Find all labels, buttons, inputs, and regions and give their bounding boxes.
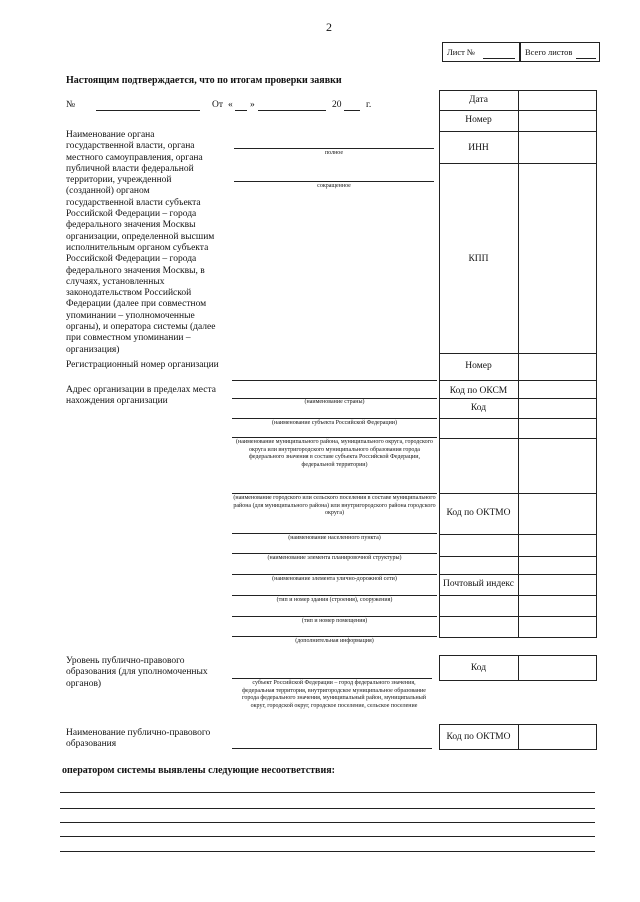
address-extra-caption: (дополнительная информация)	[295, 638, 374, 644]
ppo-line	[232, 748, 432, 749]
sheet-total-label: Всего листов	[525, 47, 573, 57]
level-label: Уровень публично-правового образования (для уполномоченных органов)	[66, 656, 208, 689]
address-premises-caption: (тип и номер помещения)	[301, 618, 368, 624]
sheet-number-box	[442, 42, 520, 62]
discrepancy-line-2	[60, 808, 595, 809]
address-street-caption: (наименование элемента улично-дорожной сети)	[272, 576, 397, 582]
org-label: Наименование органа государственной власти, органа местного самоуправления, органа публичной власти федеральной территории, учрежденной (созданной) органом государственной власти субъекта Российской Федерации – города федерального значения Москвы организации, определенной высшим исполнительным органом субъекта Российской Федерации – города федерального значения Москвы, в случаях, установленных законодательством Российской Федерации (далее при совместном упоминании – уполномоченные органы), и оператора системы (далее при совместном упоминании – организация)	[66, 130, 216, 355]
address-label: Адрес организации в пределах места нахождения организации	[66, 385, 216, 407]
ppo-label: Наименование публично-правового образования	[66, 728, 211, 750]
year-line	[344, 110, 360, 111]
from-label: От	[212, 100, 224, 110]
org-short-caption: сокращенное	[317, 183, 351, 189]
org-full-caption: полное	[324, 150, 344, 156]
quote-open: «	[228, 100, 233, 110]
level-code-cell: Код	[470, 663, 487, 673]
footer-heading: оператором системы выявлены следующие несоответствия:	[62, 765, 335, 776]
level-line	[232, 678, 432, 679]
address-subject-caption: (наименование субъекта Российской Федерации)	[271, 420, 398, 426]
address-settlement-caption: (наименование городского или сельского поселения в составе муниципального района (для муниципального района) или внутригородского района городского округа)	[233, 495, 436, 516]
month-line	[258, 110, 326, 111]
address-country-caption: (наименование страны)	[304, 399, 365, 405]
discrepancy-line-4	[60, 836, 595, 837]
org-full-line	[234, 148, 434, 149]
discrepancy-line-5	[60, 851, 595, 852]
number-sign: №	[66, 100, 76, 110]
address-planning-caption: (наименование элемента планировочной структуры)	[267, 555, 402, 561]
org-short-line	[234, 181, 434, 182]
page-number: 2	[326, 20, 332, 34]
address-building-caption: (тип и номер здания (строения), сооружения)	[276, 597, 393, 603]
sheet-number-label: Лист №	[447, 47, 476, 57]
confirm-heading: Настоящим подтверждается, что по итогам проверки заявки	[66, 75, 342, 86]
application-number-line	[96, 110, 200, 111]
sheet-total-box	[520, 42, 600, 62]
oktmo-cell: Код по ОКТМО	[446, 508, 511, 518]
address-locality-caption: (наименование населенного пункта)	[288, 535, 381, 541]
year-suffix: г.	[366, 100, 372, 110]
ppo-oktmo-cell: Код по ОКТМО	[446, 732, 511, 742]
number-cell: Номер	[465, 115, 492, 125]
reg-number-cell: Номер	[465, 361, 492, 371]
address-municipal-caption: (наименование муниципального района, муниципального округа, городского округа или внутригородского муниципального образования города федерального значения в составе субъекта Российской Федерации, федеральной территории)	[236, 439, 433, 468]
date-cell: Дата	[469, 95, 488, 105]
inn-cell: ИНН	[468, 143, 489, 153]
year-prefix: 20	[332, 100, 342, 110]
reg-label: Регистрационный номер организации	[66, 360, 219, 370]
oksm-cell: Код по ОКСМ	[449, 386, 508, 396]
postal-cell: Почтовый индекс	[442, 579, 515, 589]
level-caption: субъект Российской Федерации – город федерального значения, федеральная территория, внутригородское муниципальное образование города федерального значения, муниципальный район, муниципальный округ, городской округ, городское поселение, сельское поселение	[242, 680, 426, 709]
kpp-cell: КПП	[468, 254, 489, 264]
quote-close: »	[250, 100, 255, 110]
discrepancy-line-1	[60, 792, 595, 793]
discrepancy-line-3	[60, 822, 595, 823]
day-line	[235, 110, 247, 111]
code-cell: Код	[470, 403, 487, 413]
